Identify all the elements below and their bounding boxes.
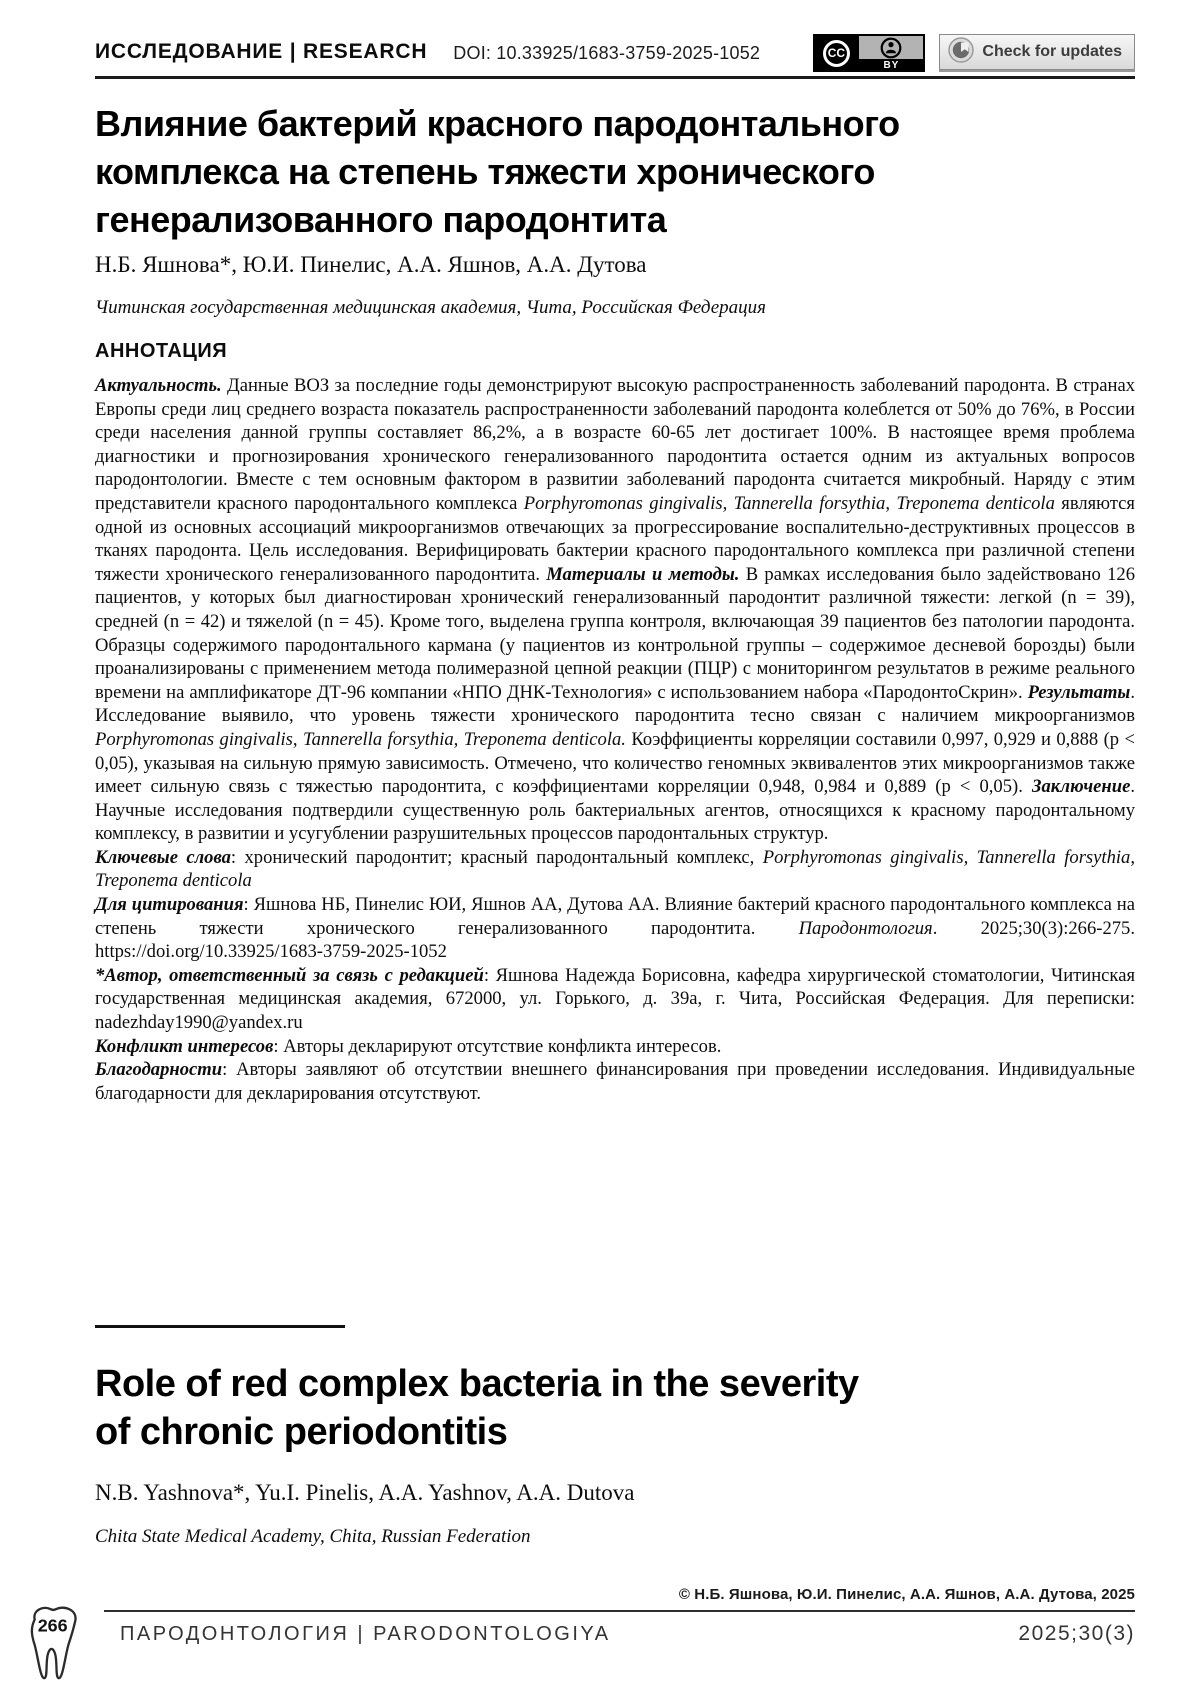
corresponding-author-paragraph: *Автор, ответственный за связь с редакцией: Яшнова Надежда Борисовна, кафедра хирургической стоматологии, Читинская государственная медицинская академия, 672000, ул. Горького, д. 39а, г. Чита, Российская Федерация. Для переписки: nadezhday1990@yandex.ru <box>95 964 1135 1034</box>
tooth-page-number-icon <box>26 1604 84 1691</box>
section-divider <box>95 1325 345 1328</box>
article-title-en: Role of red complex bacteria in the severity of chronic periodontitis <box>95 1363 859 1453</box>
citation-paragraph: Для цитирования: Яшнова НБ, Пинелис ЮИ, Яшнов АА, Дутова АА. Влияние бактерий красного пародонтального комплекса на степень тяжести хронического генерализованного пародонтита. Пародонтология. 2025;30(3):266-275. https://doi.org/10.33925/1683-3759-2025-1052 <box>95 894 1135 963</box>
keywords-paragraph: Ключевые слова: хронический пародонтит; красный пародонтальный комплекс, Porphyromonas gingivalis, Tannerella forsythia, Treponema denticola <box>95 846 1135 892</box>
affiliation-en: Chita State Medical Academy, Chita, Russian Federation <box>95 1526 531 1547</box>
journal-title: ПАРОДОНТОЛОГИЯ | PARODONTOLOGIYA <box>120 1623 611 1645</box>
attribution-person-icon <box>859 36 923 59</box>
footer-row <box>120 1622 1135 1646</box>
page-header <box>95 34 1135 72</box>
footer-divider <box>104 1610 1135 1612</box>
section-label: ИССЛЕДОВАНИЕ | RESEARCH <box>95 40 428 63</box>
page-number: 266 <box>37 1615 68 1636</box>
authors-en: N.B. Yashnova*, Yu.I. Pinelis, A.A. Yashnov, A.A. Dutova <box>95 1480 635 1505</box>
english-section <box>95 1325 1135 1548</box>
abstract-body <box>95 374 1135 1105</box>
cc-by-license-badge[interactable] <box>813 34 925 72</box>
check-for-updates-label: Check for updates <box>982 43 1122 60</box>
doi-text: DOI: 10.33925/1683-3759-2025-1052 <box>453 43 761 63</box>
header-divider <box>95 76 1135 79</box>
crossmark-icon <box>948 37 974 68</box>
journal-issue: 2025;30(3) <box>1018 1622 1135 1645</box>
affiliation-ru: Читинская государственная медицинская академия, Чита, Российская Федерация <box>95 297 766 318</box>
conflict-of-interest-paragraph: Конфликт интересов: Авторы декларируют отсутствие конфликта интересов. <box>95 1035 722 1057</box>
cc-icon: CC <box>813 34 859 72</box>
header-badges <box>813 34 1135 72</box>
acknowledgments-paragraph: Благодарности: Авторы заявляют об отсутствии внешнего финансирования при проведении исследования. Индивидуальные благодарности для декларирования отсутствуют. <box>95 1059 1135 1104</box>
abstract-heading: АННОТАЦИЯ <box>95 340 228 362</box>
abstract-paragraph: Актуальность. Данные ВОЗ за последние годы демонстрируют высокую распространенность заболеваний пародонта. В странах Европы среди лиц среднего возраста показатель распространенности заболеваний пародонта колеблется от 50% до 76%, в России среди населения данной группы составляет 86,2%, а в возрасте 60-65 лет достигает 100%. В настоящее время проблема диагностики и прогнозирования хронического генерализованного пародонтита остается одним из актуальных вопросов пародонтологии. Вместе с тем основным фактором в развитии заболеваний пародонта считается микробный. Наряду с этим представители красного пародонтального комплекса Porphyromonas gingivalis, Tannerella forsythia, Treponema denticola являются одной из основных ассоциаций микроорганизмов отвечающих за прогрессирование воспалительно-деструктивных процессов в тканях пародонта. Цель исследования. Верифицировать бактерии красного пародонтального комплекса при различной степени тяжести хронического генерализованного пародонтита. Материалы и методы. В рамках исследования было задействовано 126 пациентов, у которых был диагностирован хронический генерализованный пародонтит различной тяжести: легкой (n = 39), средней (n = 42) и тяжелой (n = 45). Кроме того, выделена группа контроля, включающая 39 пациентов без патологии пародонта. Образцы содержимого пародонтального кармана (у пациентов из контрольной группы – содержимое десневой борозды) были проанализированы с применением метода полимеразной цепной реакции (ПЦР) с мониторингом результатов в режиме реального времени на амплификаторе ДТ-96 компании «НПО ДНК-Технология» с использованием набора «ПародонтоСкрин». Результаты. Исследование выявило, что уровень тяжести хронического пародонтита тесно связан с наличием микроорганизмов Porphyromonas gingivalis, Tannerella forsythia, Treponema denticola. Коэффициенты корреляции составили 0,997, 0,929 и 0,888 (p < 0,05), указывая на сильную прямую зависимость. Отмечено, что количество геномных эквивалентов этих микроорганизмов также имеет сильную связь с тяжестью пародонтита, с коэффициентами корреляции 0,948, 0,984 и 0,889 (p < 0,05). Заключение. Научные исследования подтвердили существенную роль бактериальных агентов, относящихся к красному пародонтальному комплексу, в развитии и усугублении разрушительных процессов пародонтальных структур. <box>95 375 1135 845</box>
check-for-updates-button[interactable] <box>939 34 1135 70</box>
copyright-line: © Н.Б. Яшнова, Ю.И. Пинелис, А.А. Яшнов, А.А. Дутова, 2025 <box>678 1586 1135 1603</box>
authors-ru: Н.Б. Яшнова*, Ю.И. Пинелис, А.А. Яшнов, А.А. Дутова <box>95 252 647 277</box>
article-title-ru: Влияние бактерий красного пародонтального комплекса на степень тяжести хронического генерализованного пародонтита <box>95 103 900 240</box>
cc-by-label: BY <box>859 59 923 72</box>
